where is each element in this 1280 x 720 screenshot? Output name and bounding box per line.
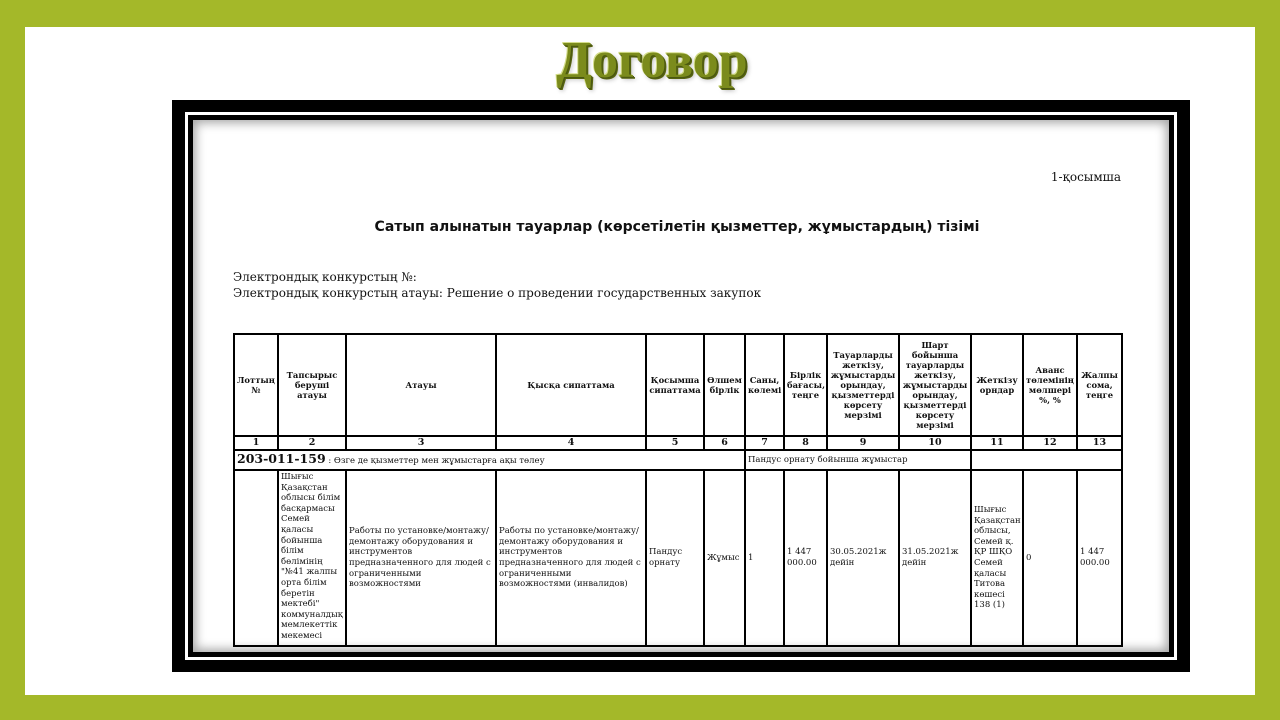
header-unit: Өлшем бірлік xyxy=(704,334,745,436)
cell-short-description: Работы по установке/монтажу/демонтажу оборудования и инструментов предназначенного для людей с ограниченными возможностями (инвалидов) xyxy=(496,470,646,646)
cell-quantity: 1 xyxy=(745,470,784,646)
cell-additional-description: Пандус орнату xyxy=(646,470,704,646)
cell-unit-price: 1 447 000.00 xyxy=(784,470,827,646)
contest-name-label: Электрондық конкурстың атауы: xyxy=(233,286,443,300)
budget-code-description: : Өзге де қызметтер мен жұмыстарға ақы төлеу xyxy=(328,456,545,466)
table-row xyxy=(234,470,1122,646)
column-number: 9 xyxy=(827,436,899,450)
column-number: 3 xyxy=(346,436,496,450)
cell-lot-number xyxy=(234,470,278,646)
header-quantity: Саны, көлемі xyxy=(745,334,784,436)
column-number: 7 xyxy=(745,436,784,450)
budget-code: 203-011-159 xyxy=(237,451,326,466)
items-table xyxy=(233,333,1123,647)
column-number: 11 xyxy=(971,436,1023,450)
cell-name: Работы по установке/монтажу/демонтажу оборудования и инструментов предназначенного для людей с ограниченными возможностями xyxy=(346,470,496,646)
cell-customer: Шығыс Қазақстан облысы білім басқармасы Семей қаласы бойынша білім бөлімінің "№41 жалпы орта білім беретін мектебі" коммуналдық мемлекеттік мекемесі xyxy=(278,470,346,646)
cell-delivery-place: Шығыс Қазақстан облысы, Семей қ. ҚР ШҚО Семей қаласы Титова көшесі 138 (1) xyxy=(971,470,1023,646)
contest-number-line: Электрондық конкурстың №: xyxy=(233,270,417,284)
cell-contract-delivery-term: 31.05.2021ж дейін xyxy=(899,470,971,646)
column-number: 10 xyxy=(899,436,971,450)
group-empty-cell xyxy=(971,450,1122,470)
contest-name-value: Решение о проведении государственных закупок xyxy=(446,286,762,300)
cell-unit: Жұмыс xyxy=(704,470,745,646)
frame-white-stripe xyxy=(185,112,1177,660)
header-unit-price: Бірлік бағасы, теңге xyxy=(784,334,827,436)
budget-code-row xyxy=(234,450,1122,470)
column-number: 8 xyxy=(784,436,827,450)
header-delivery-term: Тауарларды жеткізу, жұмыстарды орындау, қызметтерді көрсету мерзімі xyxy=(827,334,899,436)
frame-inner-border xyxy=(188,115,1174,657)
cell-advance-percent: 0 xyxy=(1023,470,1077,646)
header-additional-description: Қосымша сипаттама xyxy=(646,334,704,436)
cell-delivery-term: 30.05.2021ж дейін xyxy=(827,470,899,646)
column-number: 5 xyxy=(646,436,704,450)
header-total-amount: Жалпы сома, теңге xyxy=(1077,334,1122,436)
budget-code-cell xyxy=(234,450,745,470)
slide-title: Договор xyxy=(556,32,748,89)
column-number: 1 xyxy=(234,436,278,450)
header-advance-percent: Аванс төлемінің мөлшері %, % xyxy=(1023,334,1077,436)
header-short-description: Қысқа сипаттама xyxy=(496,334,646,436)
cell-total-amount: 1 447 000.00 xyxy=(1077,470,1122,646)
header-delivery-place: Жеткізу орндар xyxy=(971,334,1023,436)
header-contract-delivery-term: Шарт бойынша тауарларды жеткізу, жұмыстарды орындау, қызметтерді көрсету мерзімі xyxy=(899,334,971,436)
work-name-cell: Пандус орнату бойынша жұмыстар xyxy=(745,450,971,470)
column-number: 13 xyxy=(1077,436,1122,450)
table-header-row xyxy=(234,334,1122,436)
document-page xyxy=(193,120,1169,652)
column-number: 2 xyxy=(278,436,346,450)
contest-name-line xyxy=(233,285,761,301)
document-title: Сатып алынатын тауарлар (көрсетілетін қызметтер, жұмыстардың) тізімі xyxy=(374,219,980,235)
header-name: Атауы xyxy=(346,334,496,436)
header-customer: Тапсырыс беруші атауы xyxy=(278,334,346,436)
column-number: 4 xyxy=(496,436,646,450)
column-number-row xyxy=(234,436,1122,450)
appendix-label: 1-қосымша xyxy=(1050,170,1121,184)
header-lot-number: Лоттың № xyxy=(234,334,278,436)
column-number: 12 xyxy=(1023,436,1077,450)
column-number: 6 xyxy=(704,436,745,450)
document-image-frame xyxy=(172,100,1190,672)
